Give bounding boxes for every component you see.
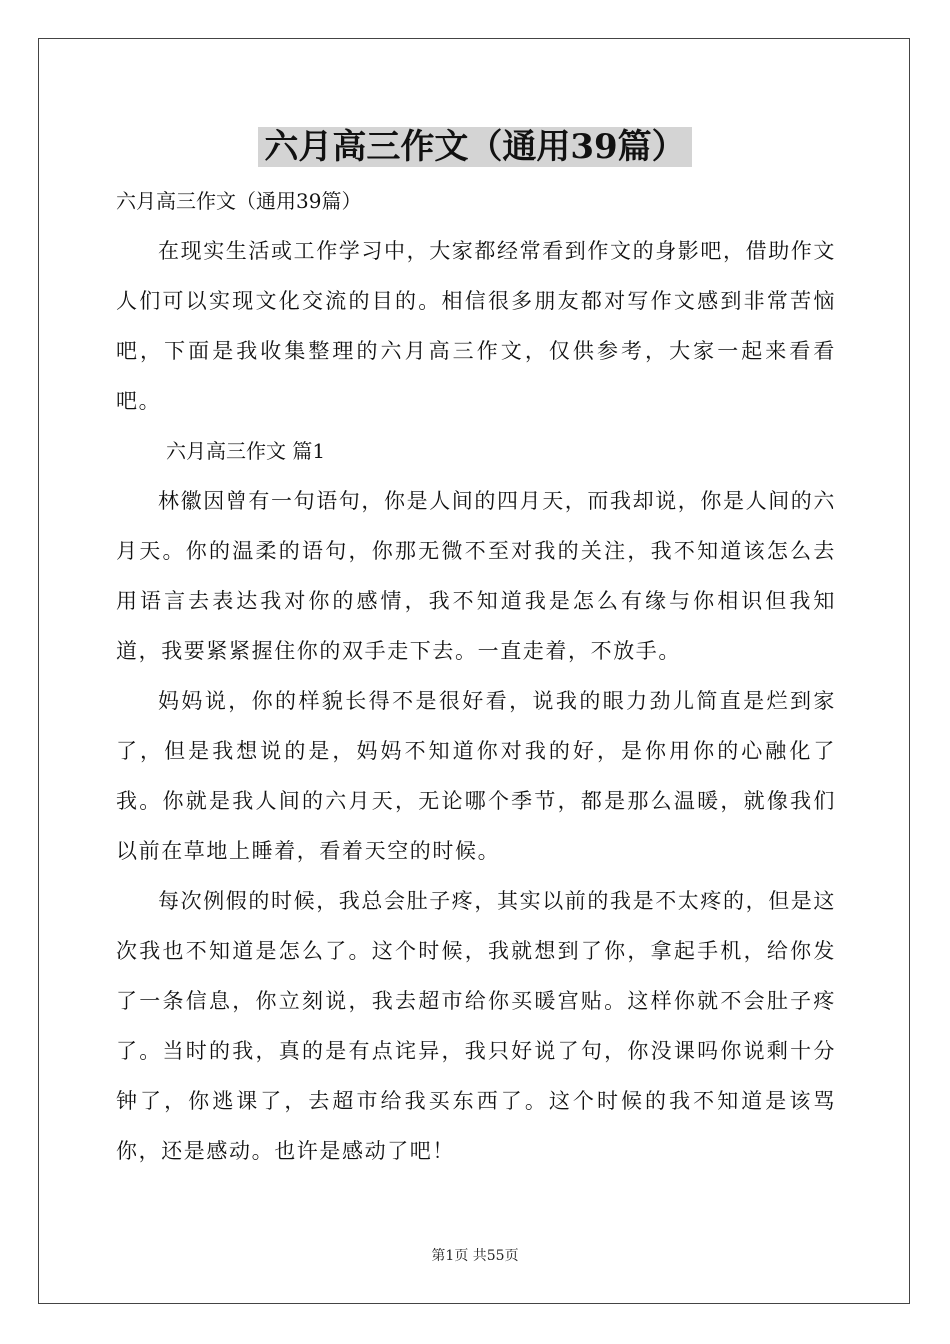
document-title-text: 六月高三作文（通用39篇） (258, 127, 691, 167)
body-paragraph-3: 每次例假的时候，我总会肚子疼，其实以前的我是不太疼的，但是这次我也不知道是怎么了。这个时候，我就想到了你，拿起手机，给你发了一条信息，你立刻说，我去超市给你买暖宫贴。这样你就不会肚子疼了。当时的我，真的是有点诧异，我只好说了句，你没课吗你说剩十分钟了，你逃课了，去超市给我买东西了。这个时候的我不知道是该骂你，还是感动。也许是感动了吧！ (116, 889, 836, 1163)
document-body (116, 176, 836, 1176)
document-title (0, 122, 950, 172)
body-paragraph-1: 林徽因曾有一句语句，你是人间的四月天，而我却说，你是人间的六月天。你的温柔的语句，你那无微不至对我的关注，我不知道该怎么去用语言去表达我对你的感情，我不知道我是怎么有缘与你相识但我知道，我要紧紧握住你的双手走下去。一直走着，不放手。 (116, 489, 836, 663)
intro-paragraph: 在现实生活或工作学习中，大家都经常看到作文的身影吧，借助作文人们可以实现文化交流的目的。相信很多朋友都对写作文感到非常苦恼吧，下面是我收集整理的六月高三作文，仅供参考，大家一起来看看吧。 (116, 239, 836, 413)
section-heading: 六月高三作文 篇1 (166, 439, 326, 463)
page-footer: 第1页 共55页 (431, 1248, 519, 1264)
document-subtitle: 六月高三作文（通用39篇） (116, 189, 362, 213)
body-paragraph-2: 妈妈说，你的样貌长得不是很好看，说我的眼力劲儿简直是烂到家了，但是我想说的是，妈妈不知道你对我的好，是你用你的心融化了我。你就是我人间的六月天，无论哪个季节，都是那么温暖，就像我们以前在草地上睡着，看着天空的时候。 (116, 689, 836, 863)
